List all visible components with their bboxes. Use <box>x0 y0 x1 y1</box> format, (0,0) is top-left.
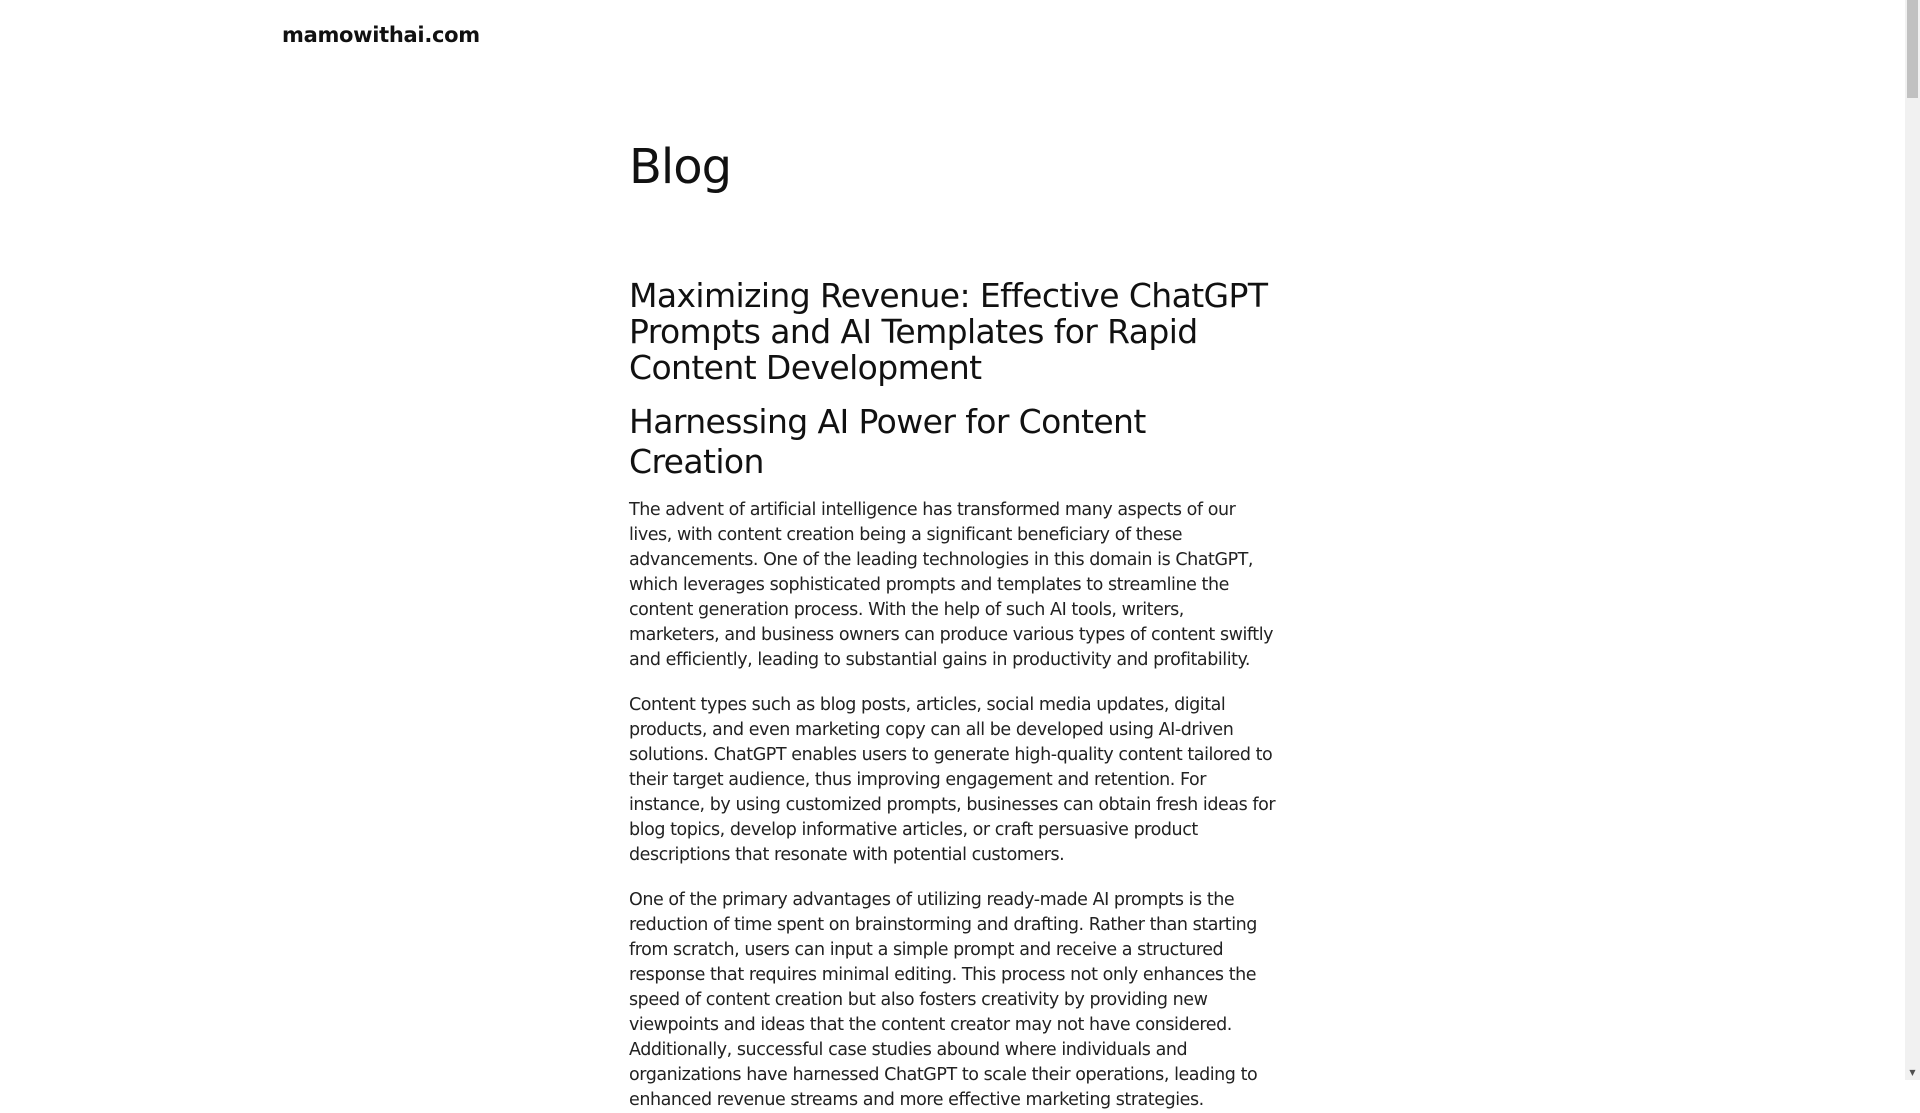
page-title: Blog <box>629 139 732 195</box>
post-paragraph: One of the primary advantages of utilizing ready-made AI prompts is the reduction of time spent on brainstorming and drafting. Rather than starting from scratch, users can input a simple prompt and receive a structured response that requires minimal editing. This process not only enhances the speed of content creation but also fosters creativity by providing new viewpoints and ideas that the content creator may not have considered. Additionally, successful case studies abound where individuals and organizations have harnessed ChatGPT to scale their operations, leading to enhanced revenue streams and more effective marketing strategies. <box>629 890 1258 1110</box>
vertical-scrollbar[interactable] <box>1905 0 1920 1080</box>
scrollbar-thumb[interactable] <box>1907 0 1918 98</box>
post-paragraph: The advent of artificial intelligence has transformed many aspects of our lives, with content creation being a significant beneficiary of these advancements. One of the leading technologies in this domain is ChatGPT, which leverages sophisticated prompts and templates to streamline the content generation process. With the help of such AI tools, writers, marketers, and business owners can produce various types of content swiftly and efficiently, leading to substantial gains in productivity and profitability. <box>629 500 1274 670</box>
post-paragraph: Content types such as blog posts, articles, social media updates, digital products, and even marketing copy can all be developed using AI-driven solutions. ChatGPT enables users to generate high-quality content tailored to their target audience, thus improving engagement and retention. For instance, by using customized prompts, businesses can obtain fresh ideas for blog topics, develop informative articles, or craft persuasive product descriptions that resonate with potential customers. <box>629 695 1276 865</box>
blog-post <box>629 278 1279 1113</box>
main-content <box>629 135 1279 1113</box>
chevron-down-icon[interactable]: ▼ <box>1909 1068 1916 1077</box>
site-title-link[interactable]: mamowithai.com <box>282 23 480 47</box>
site-header <box>282 20 480 50</box>
post-title[interactable]: Maximizing Revenue: Effective ChatGPT Prompts and AI Templates for Rapid Content Development <box>629 276 1268 387</box>
post-subtitle: Harnessing AI Power for Content Creation <box>629 402 1146 481</box>
